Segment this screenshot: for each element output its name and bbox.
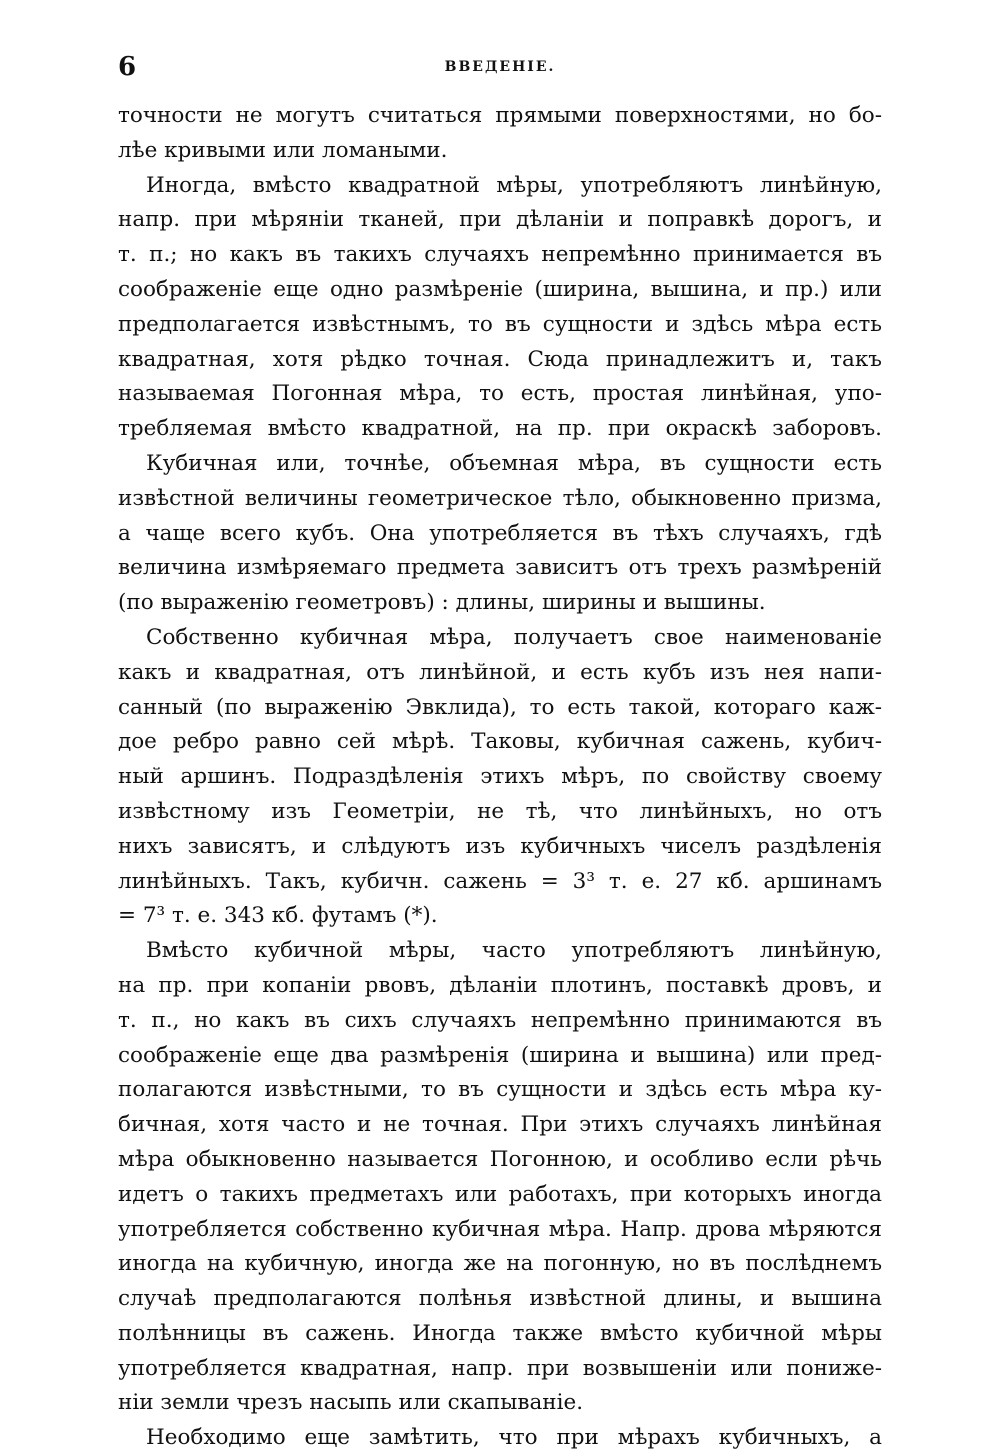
text-line: лѣе кривыми или ломаными. <box>118 137 448 163</box>
text-line: какъ и квадратная, отъ линѣйной, и есть кубъ изъ нея напи- <box>118 659 882 685</box>
text-line: т. п.; но какъ въ такихъ случаяхъ непремѣнно принимается въ <box>118 242 882 268</box>
text-line: соображеніе еще одно размѣреніе (ширина, вышина, и пр.) или <box>118 276 882 302</box>
text-line: нихъ зависятъ, и слѣдуютъ изъ кубичныхъ чиселъ раздѣленія <box>118 833 882 859</box>
text-line: полагаются извѣстными, то въ сущности и здѣсь есть мѣра ку- <box>118 1077 882 1103</box>
text-line: = 7³ т. е. 343 кб. футамъ (*). <box>118 903 438 929</box>
text-line: линѣйныхъ. Такъ, кубичн. сажень = 3³ т. е. 27 кб. аршинамъ <box>118 868 882 894</box>
text-line: мѣра обыкновенно называется Погонною, и особливо если рѣчь <box>118 1146 882 1172</box>
text-line: употребляется квадратная, напр. при возвышеніи или пониже- <box>118 1355 882 1381</box>
text-line: употребляется собственно кубичная мѣра. Напр. дрова мѣряются <box>118 1216 882 1242</box>
text-line: санный (по выраженію Эвклида), то есть такой, котораго каж- <box>118 694 882 720</box>
text-line: величина измѣряемаго предмета зависитъ отъ трехъ размѣреній <box>118 555 882 581</box>
text-line: Вмѣсто кубичной мѣры, часто употребляютъ линѣйную, <box>146 938 882 964</box>
text-line: соображеніе еще два размѣренія (ширина и вышина) или пред- <box>118 1042 882 1068</box>
text-line: Собственно кубичная мѣра, получаетъ свое наименованіе <box>146 624 882 650</box>
text-line: Необходимо еще замѣтить, что при мѣрахъ кубичныхъ, а <box>146 1425 882 1451</box>
text-line: предполагается извѣстнымъ, то въ сущности и здѣсь мѣра есть <box>118 311 882 337</box>
text-line: дое ребро равно сей мѣрѣ. Таковы, кубичная сажень, кубич- <box>118 729 882 755</box>
text-line: случаѣ предполагаются полѣнья извѣстной длины, и вышина <box>118 1286 882 1312</box>
text-line: на пр. при копаніи рвовъ, дѣланіи плотинъ, поставкѣ дровъ, и <box>118 972 882 998</box>
text-line: называемая Погонная мѣра, то есть, простая линѣйная, упо- <box>118 381 882 407</box>
text-line: квадратная, хотя рѣдко точная. Сюда принадлежитъ и, такъ <box>118 346 882 372</box>
text-line: Иногда, вмѣсто квадратной мѣры, употребляютъ линѣйную, <box>146 172 882 198</box>
text-line: требляемая вмѣсто квадратной, на пр. при окраскѣ заборовъ. <box>118 416 882 442</box>
text-line: т. п., но какъ въ сихъ случаяхъ непремѣнно принимаются въ <box>118 1007 882 1033</box>
text-line: извѣстной величины геометрическое тѣло, обыкновенно призма, <box>118 485 882 511</box>
text-line: (по выраженію геометровъ) : длины, ширины и вышины. <box>118 590 766 616</box>
text-line: ный аршинъ. Подраздѣленія этихъ мѣръ, по свойству своему <box>118 764 882 790</box>
text-line: Кубичная или, точнѣе, объемная мѣра, въ сущности есть <box>146 450 882 476</box>
text-line: полѣнницы въ сажень. Иногда также вмѣсто кубичной мѣры <box>118 1320 882 1346</box>
text-line: напр. при мѣряніи тканей, при дѣланіи и поправкѣ дорогъ, и <box>118 207 882 233</box>
text-line: точности не могутъ считаться прямыми поверхностями, но бо- <box>118 103 882 128</box>
text-line: бичная, хотя часто и не точная. При этихъ случаяхъ линѣйная <box>118 1112 882 1138</box>
text-line: иногда на кубичную, иногда же на погонную, но въ послѣднемъ <box>118 1251 882 1277</box>
page-number: 6 <box>118 52 137 82</box>
text-line: извѣстному изъ Геометріи, не тѣ, что линѣйныхъ, но отъ <box>118 798 882 824</box>
chapter-title: ВВЕДЕНІЕ. <box>444 59 556 75</box>
running-head <box>118 50 882 90</box>
body-text <box>118 99 882 1456</box>
text-line: идетъ о такихъ предметахъ или работахъ, при которыхъ иногда <box>118 1181 882 1207</box>
text-line: а чаще всего кубъ. Она употребляется въ тѣхъ случаяхъ, гдѣ <box>118 520 882 546</box>
text-line: ніи земли чрезъ насыпь или скапываніе. <box>118 1390 584 1416</box>
